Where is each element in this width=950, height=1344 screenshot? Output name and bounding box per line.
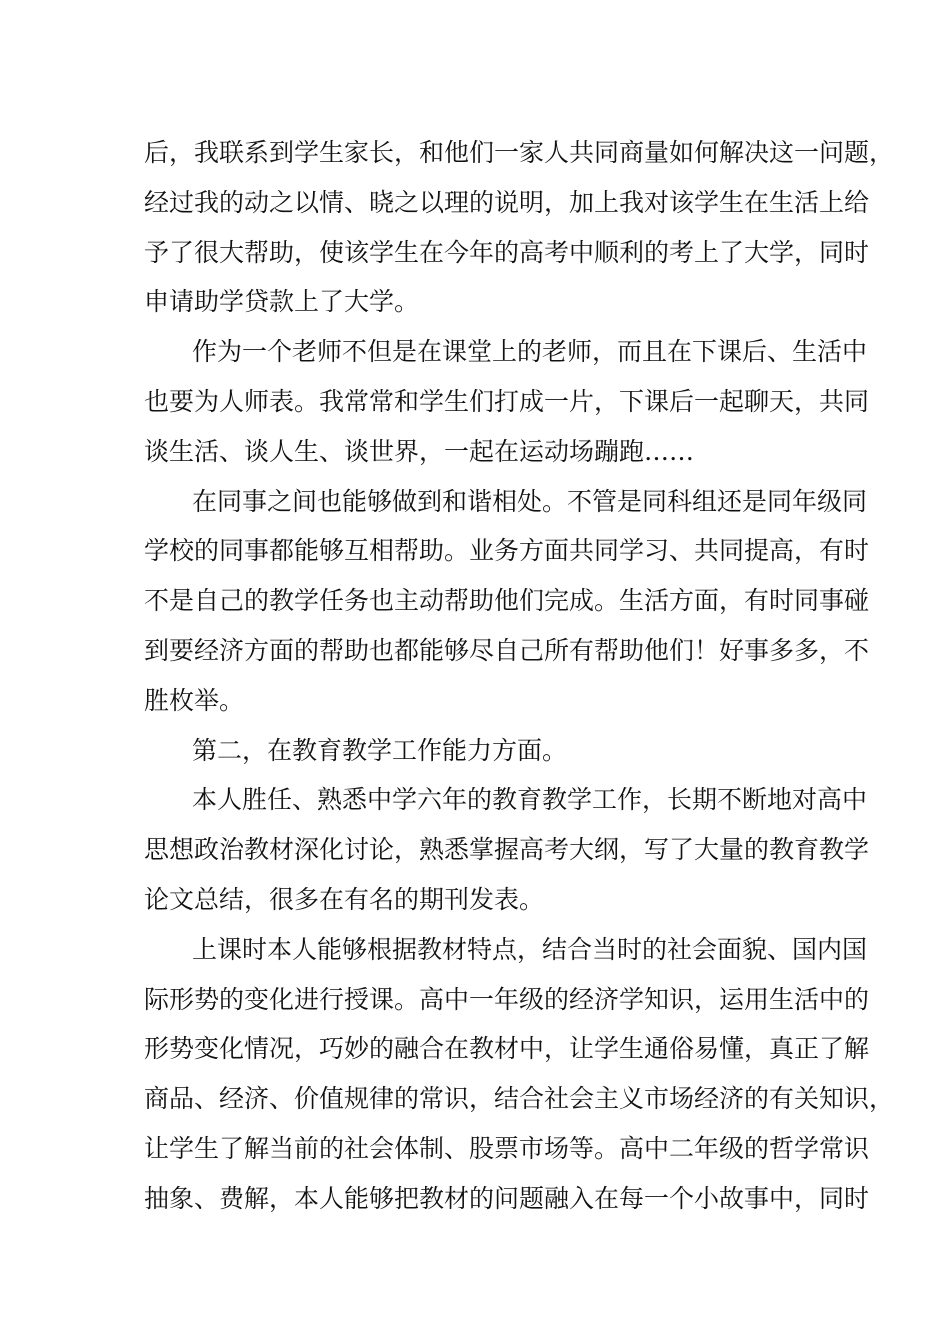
text-line: 也要为人师表。我常常和学生们打成一片，下课后一起聊天，共同	[144, 386, 870, 416]
text-line: 形势变化情况，巧妙的融合在教材中，让学生通俗易懂，真正了解	[144, 1034, 870, 1064]
section-heading: 第二，在教育教学工作能力方面。	[192, 735, 568, 765]
text-line: 思想政治教材深化讨论，熟悉掌握高考大纲，写了大量的教育教学	[144, 835, 870, 865]
text-line: 谈生活、谈人生、谈世界，一起在运动场蹦跑……	[144, 436, 695, 466]
body-text	[144, 128, 895, 1224]
text-line: 际形势的变化进行授课。高中一年级的经济学知识，运用生活中的	[144, 984, 870, 1014]
text-line: 在同事之间也能够做到和谐相处。不管是同科组还是同年级同	[192, 486, 868, 516]
text-line: 作为一个老师不但是在课堂上的老师，而且在下课后、生活中	[192, 337, 868, 367]
text-line: 胜枚举。	[144, 685, 245, 715]
paragraph-6	[144, 925, 895, 1224]
text-line: 让学生了解当前的社会体制、股票市场等。高中二年级的哲学常识	[144, 1133, 870, 1163]
paragraph-2	[144, 327, 870, 476]
paragraph-5	[144, 775, 870, 924]
text-line: 上课时本人能够根据教材特点，结合当时的社会面貌、国内国	[192, 934, 868, 964]
text-line: 不是自己的教学任务也主动帮助他们完成。生活方面，有时同事碰	[144, 586, 870, 616]
text-line: 后，我联系到学生家长，和他们一家人共同商量如何解决这一问题，	[144, 138, 895, 167]
text-line: 申请助学贷款上了大学。	[144, 287, 420, 317]
text-line: 本人胜任、熟悉中学六年的教育教学工作，长期不断地对高中	[192, 785, 868, 815]
paragraph-3	[144, 477, 870, 726]
paragraph-4	[144, 726, 814, 776]
text-line: 予了很大帮助，使该学生在今年的高考中顺利的考上了大学，同时	[144, 237, 870, 267]
text-line: 学校的同事都能够互相帮助。业务方面共同学习、共同提高，有时	[144, 536, 870, 566]
paragraph-1	[144, 128, 895, 327]
text-line: 到要经济方面的帮助也都能够尽自己所有帮助他们！好事多多，不	[144, 635, 870, 665]
text-line: 商品、经济、价值规律的常识，结合社会主义市场经济的有关知识，	[144, 1084, 895, 1114]
text-line: 论文总结，很多在有名的期刊发表。	[144, 884, 545, 914]
text-line: 抽象、费解，本人能够把教材的问题融入在每一个小故事中，同时	[144, 1183, 870, 1213]
text-line: 经过我的动之以情、晓之以理的说明，加上我对该学生在生活上给	[144, 187, 870, 217]
